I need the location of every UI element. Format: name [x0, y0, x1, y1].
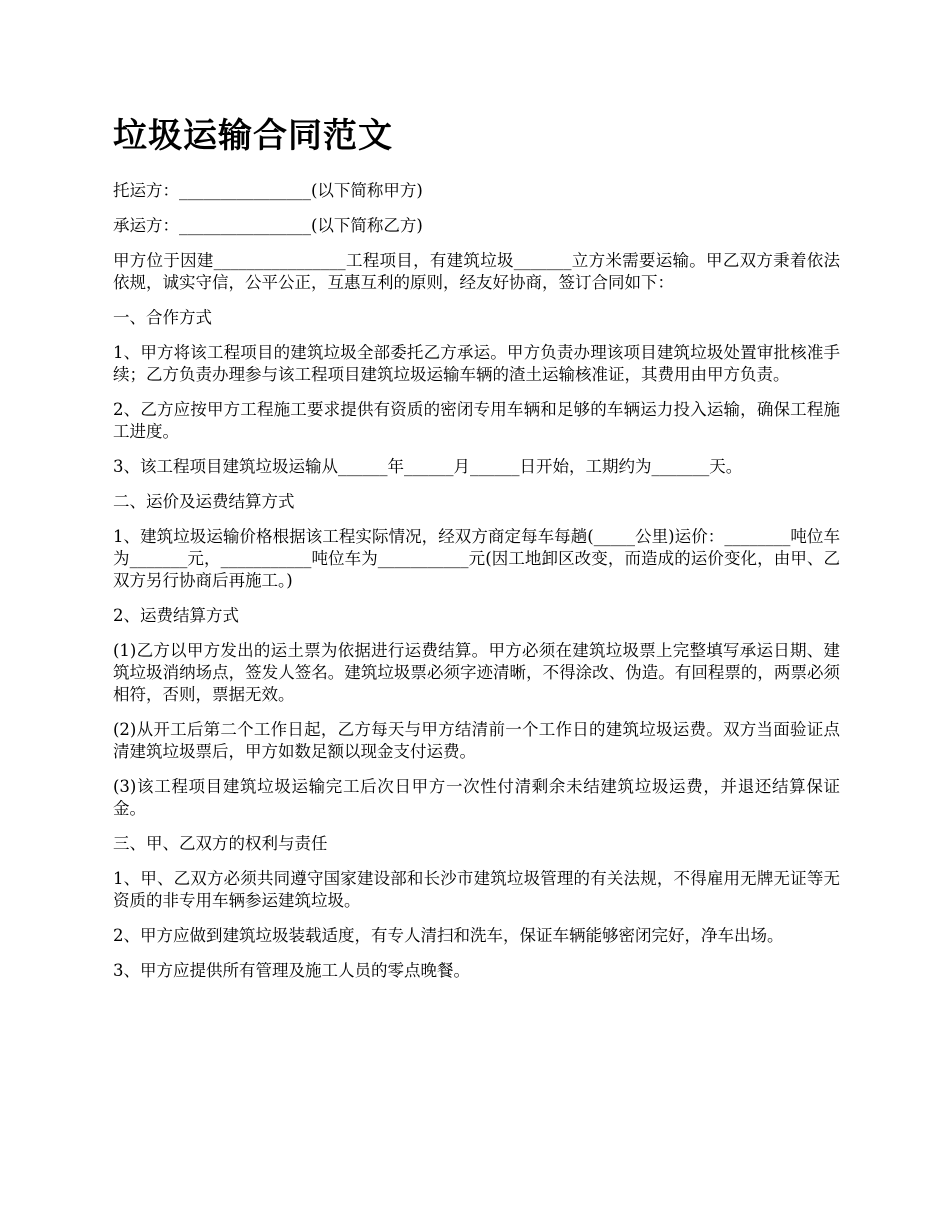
clause-1-3: 3、该工程项目建筑垃圾运输从______年______月______日开始，工期约为_______天。 [113, 457, 743, 476]
party-b-line: 承运方：________________(以下简称乙方) [113, 216, 423, 235]
clause-2-2-2: (2)从开工后第二个工作日起，乙方每天与甲方结清前一个工作日的建筑垃圾运费。双方当面验证点清建筑垃圾票后，甲方如数足额以现金支付运费。 [113, 720, 840, 761]
party-a-line: 托运方：________________(以下简称甲方) [113, 181, 423, 200]
section-heading-pricing: 二、运价及运费结算方式 [113, 492, 295, 511]
intro-paragraph: 甲方位于因建________________工程项目，有建筑垃圾_______立方米需要运输。甲乙双方秉着依法依规，诚实守信，公平公正，互惠互利的原则，经友好协商，签订合同如下： [113, 251, 840, 292]
clause-3-2: 2、甲方应做到建筑垃圾装载适度，有专人清扫和洗车，保证车辆能够密闭完好，净车出场。 [113, 926, 784, 945]
section-heading-cooperation: 一、合作方式 [113, 308, 212, 327]
section-heading-rights: 三、甲、乙双方的权利与责任 [113, 834, 328, 853]
clause-2-2-3: (3)该工程项目建筑垃圾运输完工后次日甲方一次性付清剩余未结建筑垃圾运费，并退还结算保证金。 [113, 777, 840, 818]
clause-3-1: 1、甲、乙双方必须共同遵守国家建设部和长沙市建筑垃圾管理的有关法规，不得雇用无牌无证等无资质的非专用车辆参运建筑垃圾。 [113, 869, 840, 910]
clause-1-2: 2、乙方应按甲方工程施工要求提供有资质的密闭专用车辆和足够的车辆运力投入运输，确保工程施工进度。 [113, 400, 840, 441]
document-title: 垃圾运输合同范文 [113, 116, 393, 156]
clause-2-2: 2、运费结算方式 [113, 606, 239, 625]
document-body [113, 180, 840, 995]
clause-3-3: 3、甲方应提供所有管理及施工人员的零点晚餐。 [113, 961, 470, 980]
clause-1-1: 1、甲方将该工程项目的建筑垃圾全部委托乙方承运。甲方负责办理该项目建筑垃圾处置审批核准手续；乙方负责办理参与该工程项目建筑垃圾运输车辆的渣土运输核准证，其费用由甲方负责。 [113, 343, 840, 384]
clause-2-1: 1、建筑垃圾运输价格根据该工程实际情况，经双方商定每车每趟(_____公里)运价：________吨位车为_______元，___________吨位车为___________元(因工地卸区改变，而造成的运价变化，由甲、乙双方另行协商后再施工。) [113, 527, 840, 590]
clause-2-2-1: (1)乙方以甲方发出的运土票为依据进行运费结算。甲方必须在建筑垃圾票上完整填写承运日期、建筑垃圾消纳场点，签发人签名。建筑垃圾票必须字迹清晰，不得涂改、伪造。有回程票的，两票必须相符，否则，票据无效。 [113, 641, 840, 704]
